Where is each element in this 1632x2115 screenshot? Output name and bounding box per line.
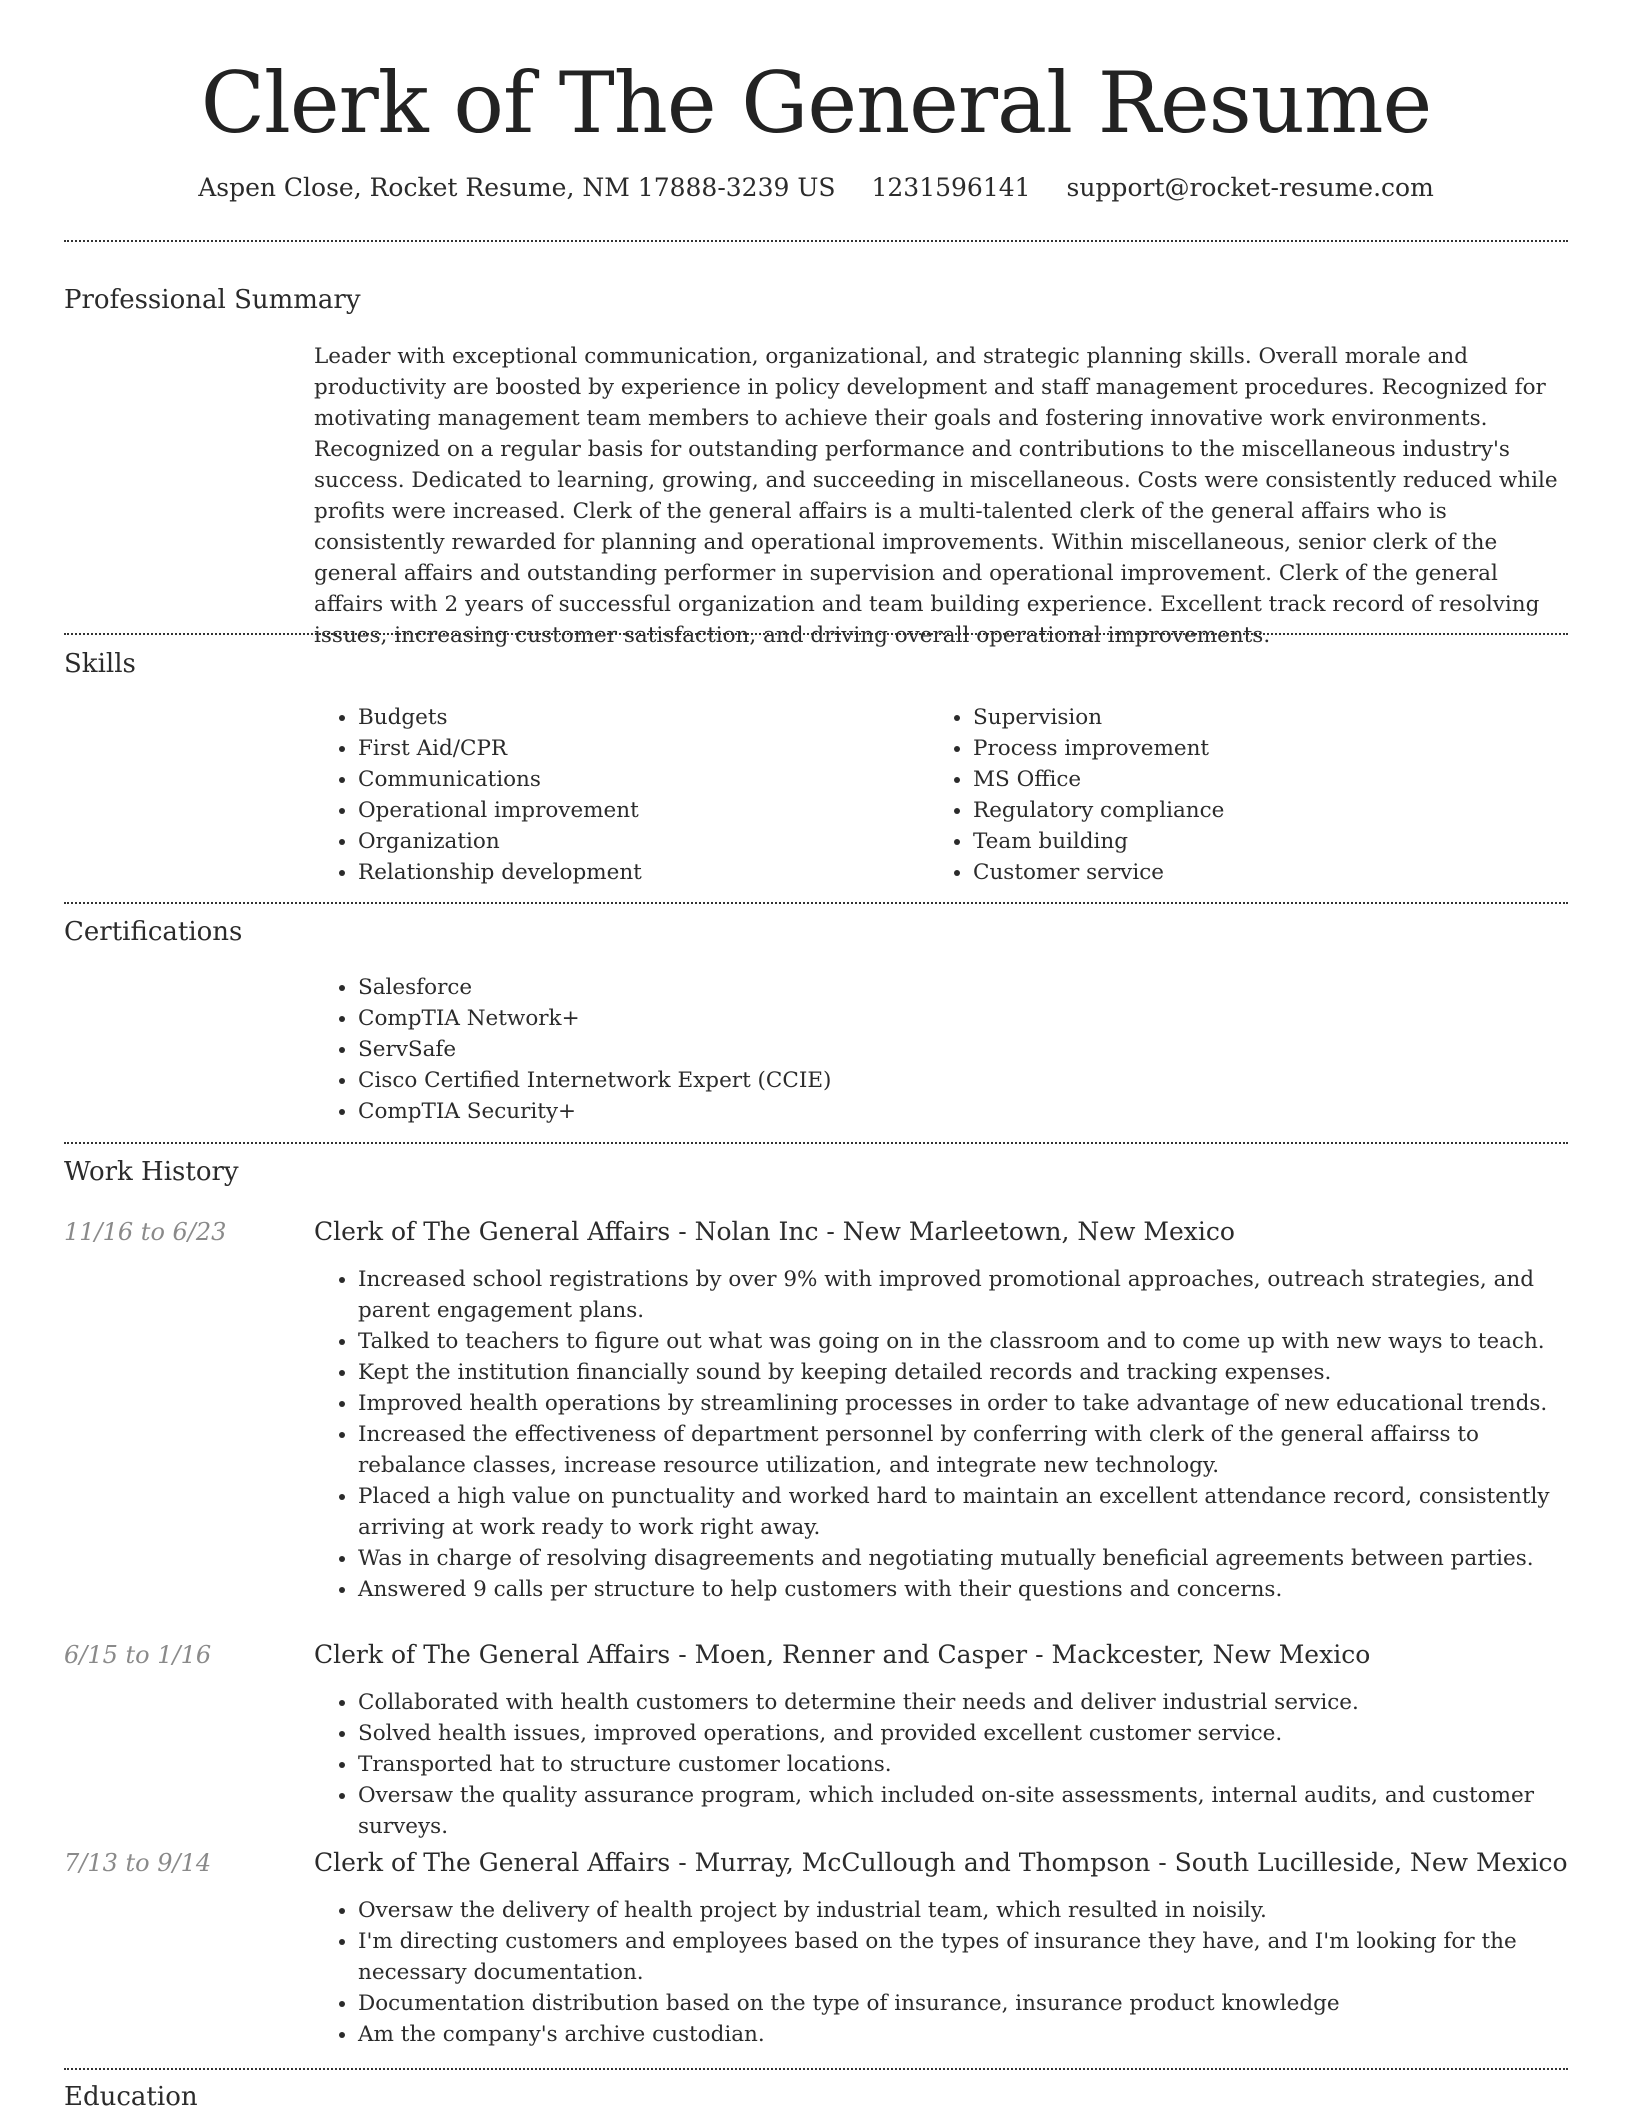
- section-divider: [64, 633, 1568, 635]
- job-separator: -: [670, 1217, 695, 1246]
- job-bullet: • Kept the institution financially sound by keeping detailed records and tracking expenses.: [358, 1357, 1568, 1388]
- job-location: Mackcester, New Mexico: [1051, 1640, 1371, 1669]
- job-bullet: • Am the company's archive custodian.: [358, 2019, 1568, 2050]
- job-heading: [314, 1637, 1370, 1673]
- skill-item: • Organization: [358, 826, 929, 857]
- job-bullet: • Increased school registrations by over 9% with improved promotional approaches, outreach strategies, and parent engagement plans.: [358, 1264, 1568, 1326]
- job-bullet: • Was in charge of resolving disagreements and negotiating mutually beneficial agreements between parties.: [358, 1543, 1568, 1574]
- job-bullet: • Solved health issues, improved operations, and provided excellent customer service.: [358, 1718, 1568, 1749]
- section-divider: [64, 2068, 1568, 2070]
- job-separator: -: [670, 1640, 695, 1669]
- job-bullets: [314, 1895, 1568, 2050]
- skill-item: • Budgets: [358, 702, 929, 733]
- job-location: New Marleetown, New Mexico: [842, 1217, 1235, 1246]
- job-bullets: [314, 1264, 1568, 1605]
- contact-line: [64, 168, 1568, 208]
- job-bullet: • Documentation distribution based on the type of insurance, insurance product knowledge: [358, 1988, 1568, 2019]
- job-separator: -: [1150, 1848, 1175, 1877]
- skill-item: • Customer service: [973, 857, 1544, 888]
- section-divider: [64, 902, 1568, 904]
- skill-item: • Team building: [973, 826, 1544, 857]
- skill-item: • Operational improvement: [358, 795, 929, 826]
- skill-item: • Regulatory compliance: [973, 795, 1544, 826]
- job-role: Clerk of The General Affairs: [314, 1640, 671, 1669]
- section-title-summary: Professional Summary: [64, 285, 361, 315]
- summary-body: [314, 341, 1568, 651]
- certification-item: • ServSafe: [358, 1034, 1568, 1065]
- certification-item: • Salesforce: [358, 972, 1568, 1003]
- skill-item: • Communications: [358, 764, 929, 795]
- job-bullet: • Answered 9 calls per structure to help customers with their questions and concerns.: [358, 1574, 1568, 1605]
- job-separator: -: [670, 1848, 695, 1877]
- job-bullet: • Placed a high value on punctuality and worked hard to maintain an excellent attendance record, consistently arriving at work ready to work right away.: [358, 1481, 1568, 1543]
- job-dates: 7/13 to 9/14: [64, 1849, 212, 1877]
- job-bullet: • Oversaw the quality assurance program, which included on-site assessments, internal audits, and customer surveys.: [358, 1780, 1568, 1842]
- job-bullet: • Collaborated with health customers to determine their needs and deliver industrial service.: [358, 1687, 1568, 1718]
- job-separator: -: [1027, 1640, 1052, 1669]
- skill-item: • Supervision: [973, 702, 1544, 733]
- summary-text: Leader with exceptional communication, organizational, and strategic planning skills. Overall morale and productivity are boosted by experience in policy development and staff management procedures. Recognized for motivating management team members to achieve their goals and fostering innovative work environments. Recognized on a regular basis for outstanding performance and contributions to the miscellaneous industry's success. Dedicated to learning, growing, and succeeding in miscellaneous. Costs were consistently reduced while profits were increased. Clerk of the general affairs is a multi-talented clerk of the general affairs who is consistently rewarded for planning and operational improvements. Within miscellaneous, senior clerk of the general affairs and outstanding performer in supervision and operational improvement. Clerk of the general affairs with 2 years of successful organization and team building experience. Excellent track record of resolving issues, increasing customer satisfaction, and driving overall operational improvements.: [314, 344, 1558, 648]
- job-role: Clerk of The General Affairs: [314, 1217, 671, 1246]
- certification-item: • CompTIA Network+: [358, 1003, 1568, 1034]
- certification-item: • CompTIA Security+: [358, 1096, 1568, 1127]
- section-title-work-history: Work History: [64, 1157, 239, 1187]
- contact-phone: 1231596141: [871, 173, 1031, 202]
- contact-email: support@rocket-resume.com: [1066, 173, 1434, 202]
- contact-address: Aspen Close, Rocket Resume, NM 17888-3239 US: [198, 173, 836, 202]
- job-dates: 6/15 to 1/16: [64, 1641, 212, 1669]
- certifications-list: [314, 972, 1568, 1127]
- skill-item: • Process improvement: [973, 733, 1544, 764]
- job-bullet: • Increased the effectiveness of department personnel by conferring with clerk of the general affairss to rebalance classes, increase resource utilization, and integrate new technology.: [358, 1419, 1568, 1481]
- job-heading: [314, 1214, 1235, 1250]
- skills-column-right: [929, 702, 1544, 888]
- job-location: South Lucilleside, New Mexico: [1174, 1848, 1568, 1877]
- job-bullet: • Oversaw the delivery of health project by industrial team, which resulted in noisily.: [358, 1895, 1568, 1926]
- skill-item: • Relationship development: [358, 857, 929, 888]
- job-bullet: • Talked to teachers to figure out what was going on in the classroom and to come up with new ways to teach.: [358, 1326, 1568, 1357]
- section-title-education: Education: [64, 2082, 198, 2112]
- certification-item: • Cisco Certified Internetwork Expert (CCIE): [358, 1065, 1568, 1096]
- job-bullet: • I'm directing customers and employees based on the types of insurance they have, and I'm looking for the necessary documentation.: [358, 1926, 1568, 1988]
- section-title-certifications: Certifications: [64, 917, 243, 947]
- skills-columns: [314, 702, 1568, 888]
- section-title-skills: Skills: [64, 649, 136, 679]
- job-company: Murray, McCullough and Thompson: [694, 1848, 1151, 1877]
- skill-item: • First Aid/CPR: [358, 733, 929, 764]
- job-company: Moen, Renner and Casper: [694, 1640, 1028, 1669]
- job-role: Clerk of The General Affairs: [314, 1848, 671, 1877]
- job-bullet: • Transported hat to structure customer locations.: [358, 1749, 1568, 1780]
- section-divider: [64, 240, 1568, 242]
- job-company: Nolan Inc: [694, 1217, 819, 1246]
- job-dates: 11/16 to 6/23: [64, 1218, 227, 1246]
- job-bullet: • Improved health operations by streamlining processes in order to take advantage of new educational trends.: [358, 1388, 1568, 1419]
- skills-column-left: [314, 702, 929, 888]
- job-bullets: [314, 1687, 1568, 1842]
- skill-item: • MS Office: [973, 764, 1544, 795]
- job-separator: -: [818, 1217, 843, 1246]
- section-divider: [64, 1142, 1568, 1144]
- resume-title: Clerk of The General Resume: [200, 54, 1432, 152]
- job-heading: [314, 1845, 1568, 1881]
